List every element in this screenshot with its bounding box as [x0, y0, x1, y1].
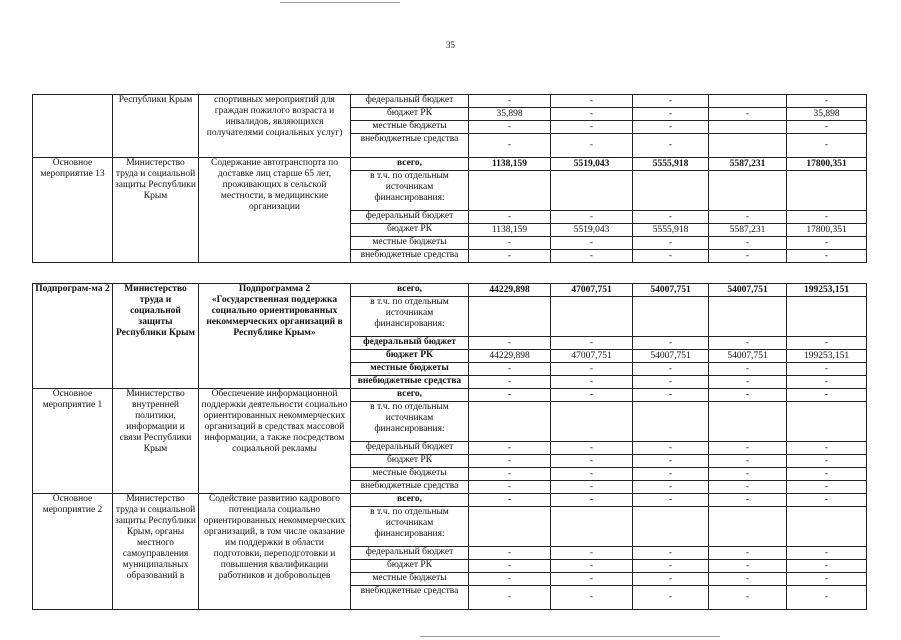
funding-source: в т.ч. по отдельным источникам финансирования:: [351, 297, 469, 337]
budget-value: -: [633, 211, 709, 224]
table-row: [33, 95, 867, 108]
funding-source: федеральный бюджет: [351, 337, 469, 350]
budget-value: [551, 297, 633, 337]
budget-value: -: [551, 389, 633, 402]
budget-table-continued: [32, 94, 867, 263]
budget-value: 47007,751: [551, 284, 633, 297]
budget-value: -: [787, 134, 867, 158]
budget-value: -: [787, 389, 867, 402]
budget-value: -: [551, 337, 633, 350]
funding-source: в т.ч. по отдельным источникам финансирования:: [351, 507, 469, 547]
page-number: 35: [446, 40, 455, 50]
budget-value: -: [551, 560, 633, 573]
budget-value: -: [551, 573, 633, 586]
budget-value: [787, 402, 867, 442]
budget-value: -: [551, 250, 633, 263]
table-row: [33, 494, 867, 507]
budget-value: -: [633, 481, 709, 494]
budget-value: -: [469, 547, 551, 560]
measure-name: [33, 95, 113, 158]
budget-value: -: [709, 363, 787, 376]
budget-value: -: [469, 95, 551, 108]
table-row: [33, 389, 867, 402]
budget-value: -: [787, 547, 867, 560]
budget-value: -: [787, 237, 867, 250]
budget-value: 17800,351: [787, 158, 867, 171]
measure-name: Основное мероприятие 13: [33, 158, 113, 263]
budget-value: -: [469, 337, 551, 350]
funding-source: внебюджетные средства: [351, 134, 469, 158]
budget-value: -: [709, 573, 787, 586]
budget-value: -: [469, 121, 551, 134]
budget-value: 5519,043: [551, 158, 633, 171]
budget-value: -: [633, 95, 709, 108]
responsible-executor: Министерство труда и социальной защиты Республики Крым: [113, 284, 199, 389]
budget-value: -: [633, 250, 709, 263]
funding-source: местные бюджеты: [351, 363, 469, 376]
budget-value: -: [787, 337, 867, 350]
budget-value: -: [787, 363, 867, 376]
budget-value: 1138,159: [469, 158, 551, 171]
budget-value: -: [709, 494, 787, 507]
measure-description: Содействие развитию кадрового потенциала социально ориентированных некоммерческих организаций, в том числе оказание им поддержки в области подготовки, переподготовки и повышения квалификации работников и добровольцев: [199, 494, 351, 610]
budget-value: -: [551, 376, 633, 389]
budget-value: -: [633, 586, 709, 610]
budget-value: 199253,151: [787, 350, 867, 363]
budget-value: [709, 95, 787, 108]
budget-value: 47007,751: [551, 350, 633, 363]
budget-value: -: [469, 494, 551, 507]
budget-value: -: [469, 134, 551, 158]
budget-value: -: [551, 455, 633, 468]
budget-value: -: [469, 211, 551, 224]
budget-value: -: [787, 442, 867, 455]
funding-source: бюджет РК: [351, 108, 469, 121]
budget-value: -: [633, 494, 709, 507]
budget-value: 35,898: [469, 108, 551, 121]
budget-value: -: [787, 121, 867, 134]
budget-value: [469, 402, 551, 442]
funding-source: местные бюджеты: [351, 468, 469, 481]
budget-value: -: [709, 586, 787, 610]
budget-value: -: [787, 95, 867, 108]
responsible-executor: Республики Крым: [113, 95, 199, 158]
budget-value: -: [551, 237, 633, 250]
budget-value: -: [787, 573, 867, 586]
funding-source: местные бюджеты: [351, 573, 469, 586]
budget-value: -: [709, 442, 787, 455]
measure-name: Подпрограм-ма 2: [33, 284, 113, 389]
budget-value: -: [551, 586, 633, 610]
budget-value: -: [787, 481, 867, 494]
table-row: [33, 158, 867, 171]
budget-value: -: [709, 211, 787, 224]
scan-line-bottom: [420, 636, 720, 637]
budget-value: -: [633, 337, 709, 350]
budget-value: [787, 507, 867, 547]
budget-value: -: [787, 250, 867, 263]
funding-source: бюджет РК: [351, 560, 469, 573]
budget-value: [551, 171, 633, 211]
budget-value: -: [709, 455, 787, 468]
budget-value: -: [709, 547, 787, 560]
budget-value: -: [787, 455, 867, 468]
budget-value: [551, 507, 633, 547]
budget-value: [633, 402, 709, 442]
funding-source: федеральный бюджет: [351, 211, 469, 224]
measure-name: Основное мероприятие 1: [33, 389, 113, 494]
budget-value: -: [709, 237, 787, 250]
funding-source: федеральный бюджет: [351, 547, 469, 560]
funding-source: бюджет РК: [351, 350, 469, 363]
responsible-executor: Министерство внутренней политики, информации и связи Республики Крым: [113, 389, 199, 494]
funding-source: всего,: [351, 494, 469, 507]
budget-value: -: [787, 586, 867, 610]
budget-value: -: [709, 250, 787, 263]
budget-value: -: [633, 108, 709, 121]
budget-value: -: [551, 211, 633, 224]
funding-source: федеральный бюджет: [351, 95, 469, 108]
budget-value: -: [469, 586, 551, 610]
budget-value: -: [469, 389, 551, 402]
budget-value: -: [709, 376, 787, 389]
budget-value: 54007,751: [709, 350, 787, 363]
budget-value: 35,898: [787, 108, 867, 121]
budget-value: [633, 507, 709, 547]
budget-value: -: [633, 573, 709, 586]
budget-value: -: [709, 337, 787, 350]
budget-value: -: [469, 363, 551, 376]
budget-value: -: [633, 363, 709, 376]
table-row: [33, 284, 867, 297]
budget-value: -: [469, 468, 551, 481]
funding-source: бюджет РК: [351, 224, 469, 237]
responsible-executor: Министерство труда и социальной защиты Республики Крым, органы местного самоуправления муниципальных образований в: [113, 494, 199, 610]
budget-value: -: [633, 134, 709, 158]
budget-value: -: [469, 481, 551, 494]
budget-value: -: [709, 468, 787, 481]
budget-value: 5519,043: [551, 224, 633, 237]
measure-description: Содержание автотранспорта по доставке лиц старше 65 лет, проживающих в сельской местности, в медицинские организации: [199, 158, 351, 263]
budget-value: -: [469, 442, 551, 455]
budget-value: [709, 134, 787, 158]
budget-value: -: [633, 455, 709, 468]
budget-value: -: [633, 442, 709, 455]
budget-value: -: [633, 237, 709, 250]
budget-value: 1138,159: [469, 224, 551, 237]
budget-value: -: [787, 211, 867, 224]
budget-value: -: [709, 481, 787, 494]
budget-value: [633, 297, 709, 337]
budget-value: [709, 171, 787, 211]
scan-line-top: [280, 2, 400, 3]
budget-value: -: [551, 95, 633, 108]
budget-value: 5587,231: [709, 224, 787, 237]
funding-source: внебюджетные средства: [351, 250, 469, 263]
funding-source: местные бюджеты: [351, 121, 469, 134]
budget-value: [787, 297, 867, 337]
budget-value: -: [551, 134, 633, 158]
budget-value: -: [551, 108, 633, 121]
budget-value: 44229,898: [469, 284, 551, 297]
budget-value: -: [787, 376, 867, 389]
budget-value: -: [469, 237, 551, 250]
budget-value: -: [551, 468, 633, 481]
budget-value: -: [633, 121, 709, 134]
budget-value: -: [469, 573, 551, 586]
funding-source: внебюджетные средства: [351, 586, 469, 610]
budget-value: -: [709, 389, 787, 402]
table2-body: [33, 284, 867, 610]
budget-value: -: [551, 547, 633, 560]
budget-value: -: [551, 442, 633, 455]
budget-value: [709, 402, 787, 442]
funding-source: внебюджетные средства: [351, 481, 469, 494]
budget-value: 199253,151: [787, 284, 867, 297]
funding-source: бюджет РК: [351, 455, 469, 468]
budget-value: -: [633, 468, 709, 481]
budget-value: -: [551, 121, 633, 134]
budget-value: 5555,918: [633, 158, 709, 171]
table1-body: [33, 95, 867, 263]
budget-value: -: [787, 494, 867, 507]
budget-value: -: [787, 560, 867, 573]
budget-value: -: [469, 376, 551, 389]
funding-source: в т.ч. по отдельным источникам финансирования:: [351, 402, 469, 442]
budget-value: -: [633, 547, 709, 560]
budget-value: [709, 121, 787, 134]
budget-value: -: [551, 494, 633, 507]
budget-value: [551, 402, 633, 442]
budget-value: [787, 171, 867, 211]
budget-value: 54007,751: [709, 284, 787, 297]
budget-value: [469, 297, 551, 337]
funding-source: в т.ч. по отдельным источникам финансирования:: [351, 171, 469, 211]
funding-source: федеральный бюджет: [351, 442, 469, 455]
budget-value: 44229,898: [469, 350, 551, 363]
budget-value: -: [709, 108, 787, 121]
budget-table-subprogram-2: [32, 283, 867, 610]
measure-description: Подпрограмма 2 «Государственная поддержка социально ориентированных некоммерческих организаций в Республике Крым»: [199, 284, 351, 389]
budget-value: -: [633, 560, 709, 573]
measure-description: Обеспечение информационной поддержки деятельности социально ориентированных некоммерческих организаций в средствах массовой информации, а также посредством социальной рекламы: [199, 389, 351, 494]
budget-value: [709, 297, 787, 337]
measure-name: Основное мероприятие 2: [33, 494, 113, 610]
budget-value: [709, 507, 787, 547]
funding-source: внебюджетные средства: [351, 376, 469, 389]
budget-value: -: [551, 481, 633, 494]
budget-value: 5555,918: [633, 224, 709, 237]
budget-value: [633, 171, 709, 211]
funding-source: всего,: [351, 284, 469, 297]
budget-value: -: [787, 468, 867, 481]
budget-value: -: [551, 363, 633, 376]
budget-value: -: [633, 376, 709, 389]
budget-value: -: [469, 560, 551, 573]
funding-source: местные бюджеты: [351, 237, 469, 250]
budget-value: 54007,751: [633, 350, 709, 363]
funding-source: всего,: [351, 389, 469, 402]
budget-value: 54007,751: [633, 284, 709, 297]
budget-value: -: [469, 455, 551, 468]
budget-value: -: [469, 250, 551, 263]
budget-value: [469, 171, 551, 211]
funding-source: всего,: [351, 158, 469, 171]
budget-value: -: [633, 389, 709, 402]
responsible-executor: Министерство труда и социальной защиты Республики Крым: [113, 158, 199, 263]
budget-value: 17800,351: [787, 224, 867, 237]
budget-value: [469, 507, 551, 547]
measure-description: спортивных мероприятий для граждан пожилого возраста и инвалидов, являющихся получателями социальных услуг): [199, 95, 351, 158]
budget-value: 5587,231: [709, 158, 787, 171]
budget-value: -: [709, 560, 787, 573]
